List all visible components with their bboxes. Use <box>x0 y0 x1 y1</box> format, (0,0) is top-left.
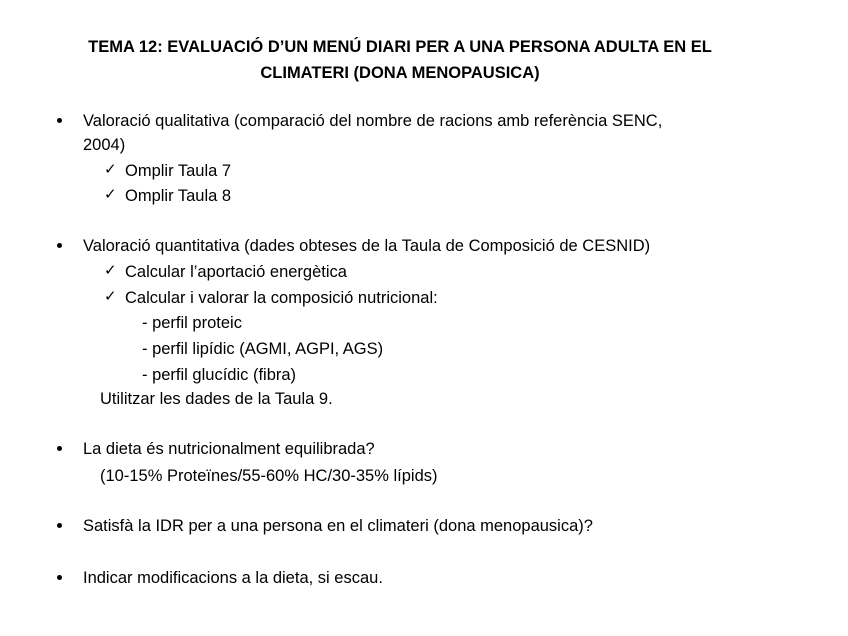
quantitative-item-1: Calcular l’aportació energètica <box>125 263 347 281</box>
page-title-line2: CLIMATERI (DONA MENOPAUSICA) <box>260 64 540 82</box>
bullet-icon <box>57 118 62 123</box>
check-icon: ✓ <box>104 186 117 203</box>
qualitative-item-2: Omplir Taula 8 <box>125 187 232 205</box>
balanced-heading: La dieta és nutricionalment equilibrada? <box>83 440 375 458</box>
idr-heading: Satisfà la IDR per a una persona en el climateri (dona menopausica)? <box>83 517 593 535</box>
check-icon: ✓ <box>104 161 117 178</box>
check-icon: ✓ <box>104 262 117 279</box>
balanced-note: (10-15% Proteïnes/55-60% HC/30-35% lípids) <box>100 467 438 485</box>
page-title-line1: TEMA 12: EVALUACIÓ D’UN MENÚ DIARI PER A UNA PERSONA ADULTA EN EL <box>88 38 712 56</box>
page-title <box>40 34 760 86</box>
check-icon: ✓ <box>104 288 117 305</box>
bullet-icon <box>57 575 62 580</box>
quantitative-note: Utilitzar les dades de la Taula 9. <box>100 390 333 408</box>
quantitative-subitem-3: - perfil glucídic (fibra) <box>142 366 297 384</box>
quantitative-subitem-1: - perfil proteic <box>142 314 242 332</box>
bullet-icon <box>57 243 62 248</box>
bullet-icon <box>57 446 62 451</box>
qualitative-heading-line1: Valoració qualitativa (comparació del nombre de racions amb referència SENC, <box>83 112 663 130</box>
quantitative-heading: Valoració quantitativa (dades obteses de la Taula de Composició de CESNID) <box>83 237 651 255</box>
qualitative-item-1: Omplir Taula 7 <box>125 162 232 180</box>
bullet-icon <box>57 523 62 528</box>
modifications-heading: Indicar modificacions a la dieta, si escau. <box>83 569 383 587</box>
quantitative-item-2: Calcular i valorar la composició nutricional: <box>125 289 438 307</box>
qualitative-heading-line2: 2004) <box>83 136 126 154</box>
quantitative-subitem-2: - perfil lipídic (AGMI, AGPI, AGS) <box>142 340 384 358</box>
